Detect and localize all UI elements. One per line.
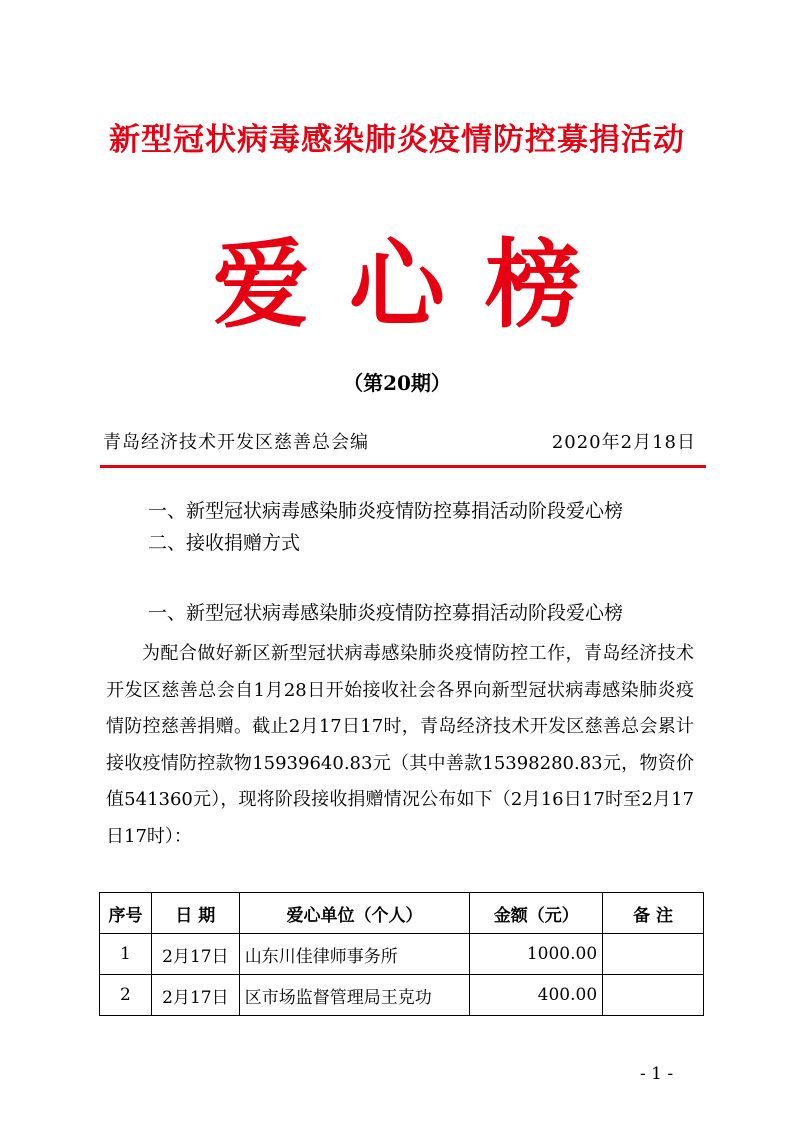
section-title: 一、新型冠状病毒感染肺炎疫情防控募捐活动阶段爱心榜 <box>148 602 624 624</box>
cell-unit: 区市场监督管理局王克功 <box>239 975 470 1016</box>
document-heading: 爱心榜 <box>213 228 621 341</box>
header-note: 备 注 <box>603 893 704 934</box>
cell-note <box>603 975 704 1016</box>
issue-number: （第20期） <box>343 371 451 395</box>
header-unit: 爱心单位（个人） <box>239 893 470 934</box>
cell-date: 2月17日 <box>151 934 239 975</box>
table-row <box>100 934 704 975</box>
header-date: 日 期 <box>151 893 239 934</box>
cell-unit: 山东川佳律师事务所 <box>239 934 470 975</box>
header-no: 序号 <box>100 893 152 934</box>
cell-note <box>603 934 704 975</box>
table-header-row <box>100 893 704 934</box>
cell-no: 1 <box>100 934 152 975</box>
cell-no: 2 <box>100 975 152 1016</box>
body-paragraph: 为配合做好新区新型冠状病毒感染肺炎疫情防控工作，青岛经济技术开发区慈善总会自1月28日开始接收社会各界向新型冠状病毒感染肺炎疫情防控慈善捐赠。截止2月17日17时，青岛经济技术开发区慈善总会累计接收疫情防控款物15939640.83元（其中善款15398280.83元，物资价值541360元），现将阶段接收捐赠情况公布如下（2月16日17时至2月17日17时）： <box>106 643 694 847</box>
document-meta <box>103 428 696 458</box>
cell-amount: 1000.00 <box>470 934 603 975</box>
toc-item-1: 一、新型冠状病毒感染肺炎疫情防控募捐活动阶段爱心榜 <box>148 500 624 522</box>
toc-item-2: 二、接收捐赠方式 <box>148 532 301 554</box>
page-number: - 1 - <box>640 1064 674 1084</box>
issue-date: 2020年2月18日 <box>551 432 696 453</box>
cell-date: 2月17日 <box>151 975 239 1016</box>
donation-table <box>99 892 704 1016</box>
cell-amount: 400.00 <box>470 975 603 1016</box>
table-row <box>100 975 704 1016</box>
document-title: 新型冠状病毒感染肺炎疫情防控募捐活动 <box>109 122 685 158</box>
header-amount: 金额（元） <box>470 893 603 934</box>
red-divider <box>100 465 706 468</box>
editor-label: 青岛经济技术开发区慈善总会编 <box>103 432 369 453</box>
